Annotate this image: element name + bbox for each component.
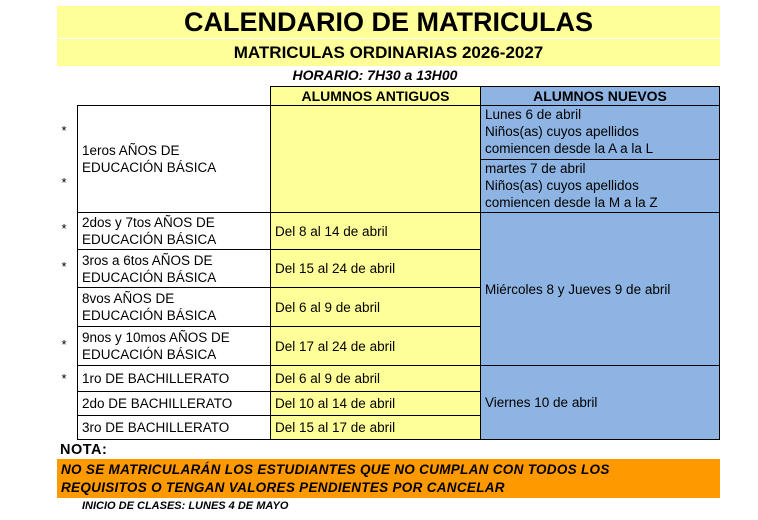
page-title: CALENDARIO DE MATRICULAS [57,6,720,38]
antiguos-dates: Del 15 al 17 de abril [275,420,396,435]
grade-label-line2: EDUCACIÓN BÁSICA [82,347,217,362]
grade-label-line1: 3ros a 6tos AÑOS DE [82,252,213,268]
row-marker: * [61,221,67,236]
nuevos-cell [480,365,720,440]
antiguos-dates: Del 8 al 14 de abril [275,223,388,239]
antiguos-cell [270,212,481,250]
antiguos-cell [270,391,481,416]
grade-cell [77,212,271,250]
nuevos-detail: comiencen desde la A a la L [485,141,654,156]
antiguos-dates: Del 6 al 9 de abril [275,371,381,386]
grade-label-line1: 8vos AÑOS DE [82,291,175,306]
grade-label-line1: 9nos y 10mos AÑOS DE [82,330,230,345]
nuevos-cell [480,212,720,366]
grade-label-line2: EDUCACIÓN BÁSICA [82,308,217,323]
nuevos-detail: comiencen desde la M a la Z [485,195,658,210]
antiguos-cell [270,287,481,327]
grade-cell [77,249,271,288]
antiguos-cell [270,326,481,366]
grade-cell [77,105,271,213]
grade-cell [77,326,271,366]
antiguos-dates: Del 6 al 9 de abril [275,299,381,315]
grade-label-line1: 1ro DE BACHILLERATO [82,371,230,386]
page-subtitle: MATRICULAS ORDINARIAS 2026-2027 [57,39,720,66]
grade-label-line1: 1eros AÑOS DE [82,143,180,158]
nuevos-date: Lunes 6 de abril [485,107,582,122]
grade-label-line2: EDUCACIÓN BÁSICA [82,232,217,247]
start-of-classes: INICIO DE CLASES: LUNES 4 DE MAYO [82,500,289,512]
nuevos-date: martes 7 de abril [485,161,586,176]
nuevos-detail: Niños(as) cuyos apellidos [485,124,639,139]
antiguos-dates: Del 17 al 24 de abril [275,338,396,354]
row-marker: * [61,259,67,274]
column-header-antiguos: ALUMNOS ANTIGUOS [270,86,481,106]
nota-label: NOTA: [60,442,108,458]
antiguos-cell [270,249,481,288]
grade-cell [77,415,271,440]
grade-cell [77,287,271,327]
grade-cell [77,391,271,416]
grade-label-line1: 3ro DE BACHILLERATO [82,420,230,435]
warning-banner [57,459,720,498]
nuevos-cell [480,159,720,213]
antiguos-cell [270,415,481,440]
row-marker: * [61,123,67,138]
grade-cell [77,365,271,392]
row-marker: * [61,371,67,386]
grade-label-line2: EDUCACIÓN BÁSICA [82,269,217,285]
warning-line: NO SE MATRICULARÁN LOS ESTUDIANTES QUE NO CUMPLAN CON TODOS LOS [61,462,610,477]
schedule-hours: HORARIO: 7H30 a 13H00 [292,67,458,83]
antiguos-dates: Del 10 al 14 de abril [275,396,396,411]
nuevos-cell [480,105,720,160]
antiguos-cell [270,105,481,213]
warning-line: REQUISITOS O TENGAN VALORES PENDIENTES POR CANCELAR [61,480,505,495]
nuevos-date: Miércoles 8 y Jueves 9 de abril [485,281,671,297]
nuevos-detail: Niños(as) cuyos apellidos [485,178,639,193]
grade-label-line1: 2do DE BACHILLERATO [82,396,233,411]
antiguos-dates: Del 15 al 24 de abril [275,261,396,276]
row-marker: * [61,175,67,190]
grade-label-line1: 2dos y 7tos AÑOS DE [82,215,215,230]
grade-label-line2: EDUCACIÓN BÁSICA [82,160,217,175]
row-marker: * [61,337,67,352]
nuevos-date: Viernes 10 de abril [485,395,598,410]
antiguos-cell [270,365,481,392]
column-header-nuevos: ALUMNOS NUEVOS [480,86,720,106]
